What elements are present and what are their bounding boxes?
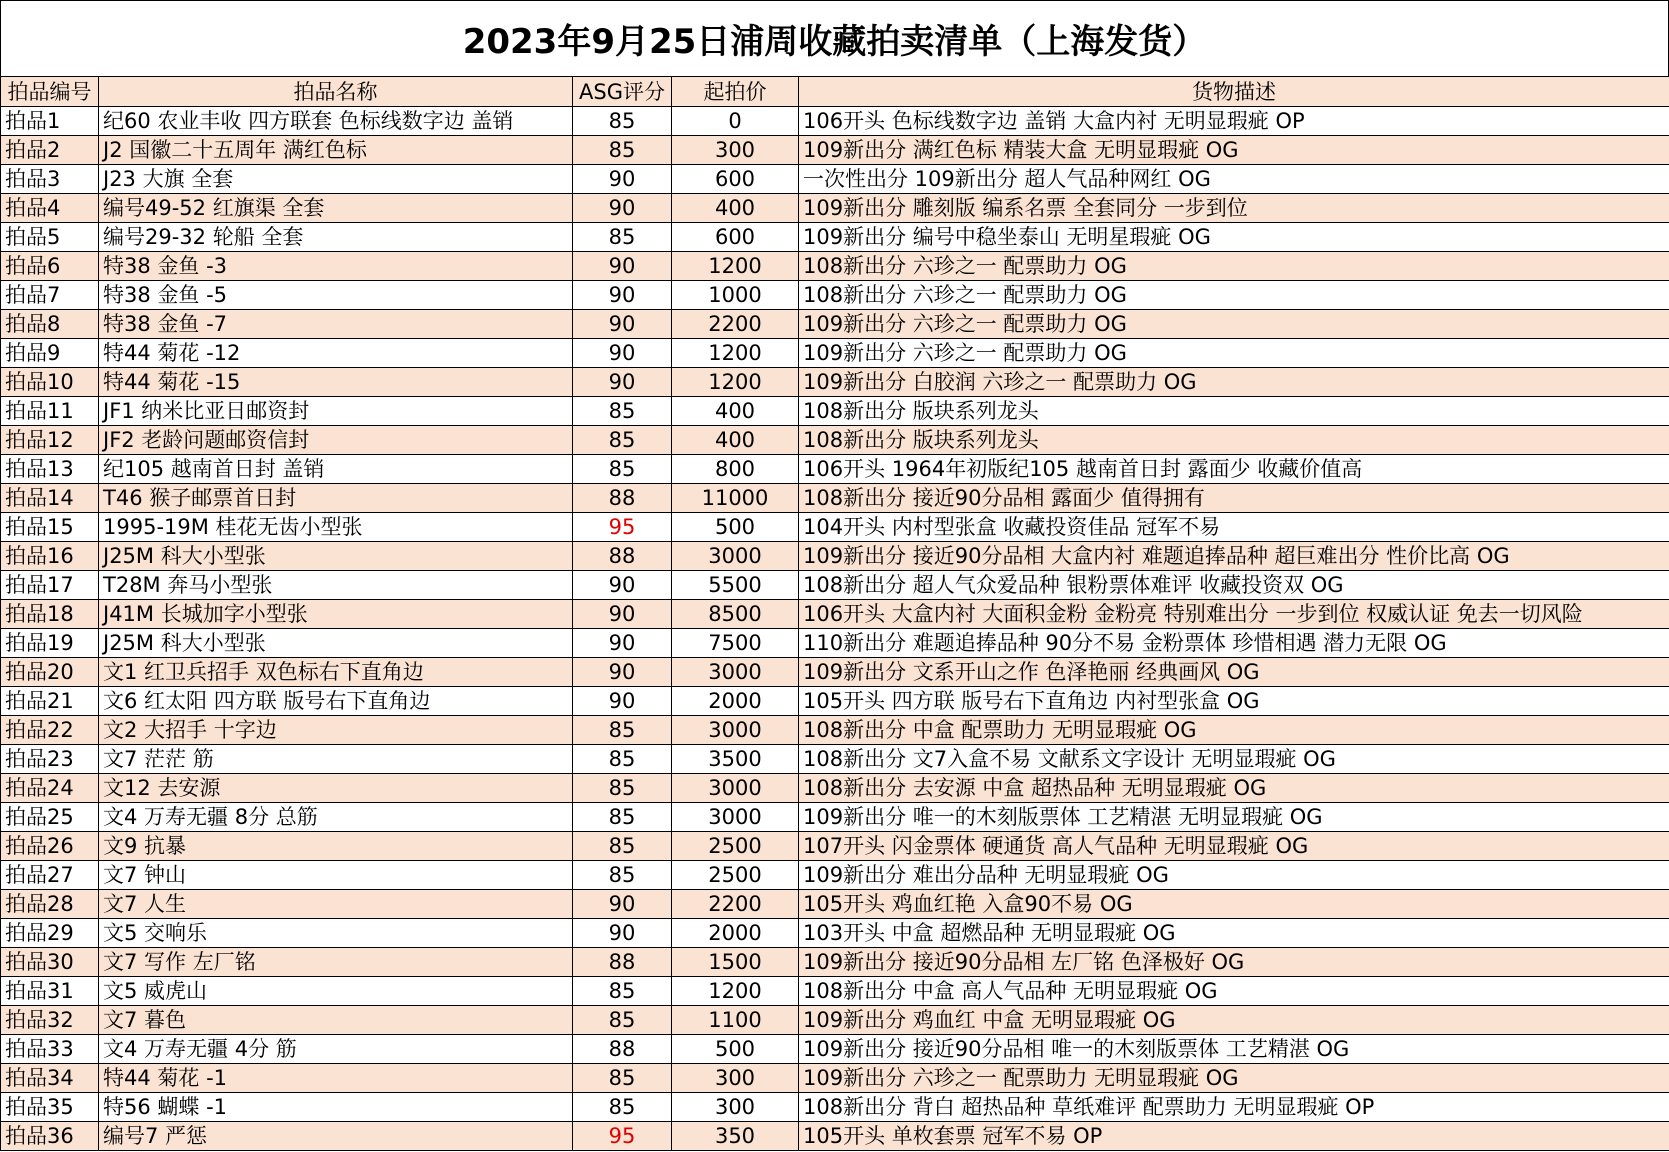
- table-row: [1, 397, 1669, 426]
- cell-asg-score[interactable]: 88: [573, 484, 672, 513]
- cell-asg-score[interactable]: 90: [573, 571, 672, 600]
- cell-lot-name[interactable]: 文9 抗暴: [99, 832, 573, 861]
- cell-lot-name[interactable]: 特38 金鱼 -5: [99, 281, 573, 310]
- cell-start-price[interactable]: 300: [672, 1093, 799, 1122]
- cell-description[interactable]: 106开头 色标线数字边 盖销 大盒内衬 无明显瑕疵 OP: [799, 107, 1669, 136]
- column-header-price[interactable]: 起拍价: [672, 77, 799, 107]
- table-row: [1, 455, 1669, 484]
- cell-start-price[interactable]: 1200: [672, 252, 799, 281]
- cell-lot-id[interactable]: 拍品13: [1, 455, 99, 484]
- cell-lot-name[interactable]: 文1 红卫兵招手 双色标右下直角边: [99, 658, 573, 687]
- cell-start-price[interactable]: 1200: [672, 977, 799, 1006]
- cell-description[interactable]: 109新出分 唯一的木刻版票体 工艺精湛 无明显瑕疵 OG: [799, 803, 1669, 832]
- cell-description[interactable]: 108新出分 六珍之一 配票助力 OG: [799, 281, 1669, 310]
- cell-lot-name[interactable]: 特56 蝴蝶 -1: [99, 1093, 573, 1122]
- cell-start-price[interactable]: 500: [672, 1035, 799, 1064]
- cell-asg-score[interactable]: 85: [573, 1064, 672, 1093]
- cell-start-price[interactable]: 5500: [672, 571, 799, 600]
- cell-lot-name[interactable]: 文7 茫茫 筋: [99, 745, 573, 774]
- cell-start-price[interactable]: 1200: [672, 339, 799, 368]
- cell-lot-id[interactable]: 拍品27: [1, 861, 99, 890]
- cell-description[interactable]: 一次性出分 109新出分 超人气品种网红 OG: [799, 165, 1669, 194]
- cell-lot-name[interactable]: JF2 老龄问题邮资信封: [99, 426, 573, 455]
- table-row: [1, 832, 1669, 861]
- cell-start-price[interactable]: 300: [672, 1064, 799, 1093]
- cell-asg-score[interactable]: 95: [573, 1122, 672, 1151]
- cell-description[interactable]: 108新出分 去安源 中盒 超热品种 无明显瑕疵 OG: [799, 774, 1669, 803]
- cell-description[interactable]: 108新出分 中盒 配票助力 无明显瑕疵 OG: [799, 716, 1669, 745]
- cell-asg-score[interactable]: 95: [573, 513, 672, 542]
- cell-lot-name[interactable]: 编号49-52 红旗渠 全套: [99, 194, 573, 223]
- sheet-title: 2023年9月25日浦周收藏拍卖清单（上海发货）: [0, 0, 1669, 76]
- table-row: [1, 339, 1669, 368]
- cell-lot-id[interactable]: 拍品31: [1, 977, 99, 1006]
- cell-start-price[interactable]: 0: [672, 107, 799, 136]
- table-row: [1, 252, 1669, 281]
- table-row: [1, 571, 1669, 600]
- cell-start-price[interactable]: 3000: [672, 716, 799, 745]
- cell-description[interactable]: 109新出分 文系开山之作 色泽艳丽 经典画风 OG: [799, 658, 1669, 687]
- cell-description[interactable]: 109新出分 难出分品种 无明显瑕疵 OG: [799, 861, 1669, 890]
- table-row: [1, 368, 1669, 397]
- cell-lot-id[interactable]: 拍品6: [1, 252, 99, 281]
- cell-lot-name[interactable]: 特44 菊花 -15: [99, 368, 573, 397]
- cell-lot-name[interactable]: 特44 菊花 -1: [99, 1064, 573, 1093]
- cell-start-price[interactable]: 2000: [672, 687, 799, 716]
- cell-lot-id[interactable]: 拍品21: [1, 687, 99, 716]
- cell-asg-score[interactable]: 85: [573, 136, 672, 165]
- cell-description[interactable]: 108新出分 版块系列龙头: [799, 397, 1669, 426]
- cell-asg-score[interactable]: 90: [573, 281, 672, 310]
- cell-lot-id[interactable]: 拍品19: [1, 629, 99, 658]
- cell-lot-id[interactable]: 拍品14: [1, 484, 99, 513]
- cell-lot-id[interactable]: 拍品22: [1, 716, 99, 745]
- cell-description[interactable]: 109新出分 白胶润 六珍之一 配票助力 OG: [799, 368, 1669, 397]
- cell-lot-id[interactable]: 拍品34: [1, 1064, 99, 1093]
- cell-description[interactable]: 105开头 四方联 版号右下直角边 内衬型张盒 OG: [799, 687, 1669, 716]
- cell-asg-score[interactable]: 90: [573, 919, 672, 948]
- cell-asg-score[interactable]: 85: [573, 426, 672, 455]
- table-row: [1, 1064, 1669, 1093]
- cell-lot-id[interactable]: 拍品29: [1, 919, 99, 948]
- cell-lot-id[interactable]: 拍品17: [1, 571, 99, 600]
- cell-lot-id[interactable]: 拍品24: [1, 774, 99, 803]
- cell-description[interactable]: 106开头 大盒内衬 大面积金粉 金粉亮 特别难出分 一步到位 权威认证 免去一切风险: [799, 600, 1669, 629]
- cell-start-price[interactable]: 2000: [672, 919, 799, 948]
- cell-lot-name[interactable]: 文4 万寿无疆 8分 总筋: [99, 803, 573, 832]
- cell-asg-score[interactable]: 90: [573, 194, 672, 223]
- cell-asg-score[interactable]: 90: [573, 658, 672, 687]
- cell-asg-score[interactable]: 85: [573, 716, 672, 745]
- column-header-desc[interactable]: 货物描述: [799, 77, 1669, 107]
- table-row: [1, 281, 1669, 310]
- cell-lot-id[interactable]: 拍品4: [1, 194, 99, 223]
- header-row: [1, 77, 1669, 107]
- cell-lot-name[interactable]: 文7 人生: [99, 890, 573, 919]
- cell-asg-score[interactable]: 90: [573, 890, 672, 919]
- cell-description[interactable]: 109新出分 六珍之一 配票助力 OG: [799, 310, 1669, 339]
- cell-asg-score[interactable]: 88: [573, 542, 672, 571]
- cell-start-price[interactable]: 800: [672, 455, 799, 484]
- table-row: [1, 1006, 1669, 1035]
- table-row: [1, 658, 1669, 687]
- cell-asg-score[interactable]: 90: [573, 600, 672, 629]
- cell-description[interactable]: 109新出分 六珍之一 配票助力 OG: [799, 339, 1669, 368]
- cell-description[interactable]: 103开头 中盒 超燃品种 无明显瑕疵 OG: [799, 919, 1669, 948]
- cell-description[interactable]: 109新出分 接近90分品相 唯一的木刻版票体 工艺精湛 OG: [799, 1035, 1669, 1064]
- cell-lot-id[interactable]: 拍品18: [1, 600, 99, 629]
- cell-lot-id[interactable]: 拍品3: [1, 165, 99, 194]
- column-header-id[interactable]: 拍品编号: [1, 77, 99, 107]
- cell-lot-name[interactable]: T46 猴子邮票首日封: [99, 484, 573, 513]
- cell-lot-name[interactable]: J25M 科大小型张: [99, 542, 573, 571]
- table-row: [1, 716, 1669, 745]
- cell-start-price[interactable]: 400: [672, 194, 799, 223]
- table-row: [1, 890, 1669, 919]
- cell-lot-name[interactable]: 特38 金鱼 -7: [99, 310, 573, 339]
- cell-lot-name[interactable]: T28M 奔马小型张: [99, 571, 573, 600]
- table-row: [1, 1122, 1669, 1151]
- cell-asg-score[interactable]: 85: [573, 397, 672, 426]
- column-header-name[interactable]: 拍品名称: [99, 77, 573, 107]
- cell-asg-score[interactable]: 90: [573, 687, 672, 716]
- cell-lot-id[interactable]: 拍品15: [1, 513, 99, 542]
- cell-lot-id[interactable]: 拍品32: [1, 1006, 99, 1035]
- cell-description[interactable]: 106开头 1964年初版纪105 越南首日封 露面少 收藏价值高: [799, 455, 1669, 484]
- cell-start-price[interactable]: 2200: [672, 310, 799, 339]
- auction-table: [0, 76, 1669, 1151]
- table-row: [1, 223, 1669, 252]
- cell-asg-score[interactable]: 90: [573, 629, 672, 658]
- cell-start-price[interactable]: 8500: [672, 600, 799, 629]
- column-header-score[interactable]: ASG评分: [573, 77, 672, 107]
- cell-lot-id[interactable]: 拍品10: [1, 368, 99, 397]
- cell-start-price[interactable]: 2500: [672, 832, 799, 861]
- cell-asg-score[interactable]: 90: [573, 310, 672, 339]
- cell-description[interactable]: 105开头 单枚套票 冠军不易 OP: [799, 1122, 1669, 1151]
- cell-asg-score[interactable]: 85: [573, 832, 672, 861]
- cell-description[interactable]: 109新出分 六珍之一 配票助力 无明显瑕疵 OG: [799, 1064, 1669, 1093]
- cell-lot-id[interactable]: 拍品35: [1, 1093, 99, 1122]
- cell-lot-name[interactable]: 文7 写作 左厂铭: [99, 948, 573, 977]
- table-row: [1, 194, 1669, 223]
- cell-asg-score[interactable]: 90: [573, 165, 672, 194]
- table-row: [1, 165, 1669, 194]
- cell-start-price[interactable]: 400: [672, 397, 799, 426]
- table-row: [1, 484, 1669, 513]
- table-row: [1, 136, 1669, 165]
- cell-lot-name[interactable]: J23 大旗 全套: [99, 165, 573, 194]
- cell-start-price[interactable]: 11000: [672, 484, 799, 513]
- cell-lot-id[interactable]: 拍品33: [1, 1035, 99, 1064]
- cell-lot-id[interactable]: 拍品20: [1, 658, 99, 687]
- table-row: [1, 1035, 1669, 1064]
- cell-description[interactable]: 109新出分 接近90分品相 左厂铭 色泽极好 OG: [799, 948, 1669, 977]
- cell-asg-score[interactable]: 90: [573, 339, 672, 368]
- cell-lot-name[interactable]: 编号7 严惩: [99, 1122, 573, 1151]
- cell-description[interactable]: 109新出分 鸡血红 中盒 无明显瑕疵 OG: [799, 1006, 1669, 1035]
- cell-lot-name[interactable]: 文7 暮色: [99, 1006, 573, 1035]
- cell-asg-score[interactable]: 85: [573, 803, 672, 832]
- cell-lot-id[interactable]: 拍品9: [1, 339, 99, 368]
- cell-description[interactable]: 110新出分 难题追捧品种 90分不易 金粉票体 珍惜相遇 潜力无限 OG: [799, 629, 1669, 658]
- cell-lot-name[interactable]: 文5 交响乐: [99, 919, 573, 948]
- cell-lot-id[interactable]: 拍品11: [1, 397, 99, 426]
- cell-lot-name[interactable]: J41M 长城加字小型张: [99, 600, 573, 629]
- cell-start-price[interactable]: 500: [672, 513, 799, 542]
- cell-asg-score[interactable]: 88: [573, 1035, 672, 1064]
- cell-start-price[interactable]: 3500: [672, 745, 799, 774]
- table-row: [1, 1093, 1669, 1122]
- table-row: [1, 745, 1669, 774]
- cell-lot-name[interactable]: 纪60 农业丰收 四方联套 色标线数字边 盖销: [99, 107, 573, 136]
- cell-description[interactable]: 108新出分 中盒 高人气品种 无明显瑕疵 OG: [799, 977, 1669, 1006]
- cell-lot-name[interactable]: 特38 金鱼 -3: [99, 252, 573, 281]
- cell-asg-score[interactable]: 85: [573, 774, 672, 803]
- cell-lot-id[interactable]: 拍品2: [1, 136, 99, 165]
- table-row: [1, 107, 1669, 136]
- cell-asg-score[interactable]: 85: [573, 1006, 672, 1035]
- cell-asg-score[interactable]: 88: [573, 948, 672, 977]
- cell-lot-id[interactable]: 拍品1: [1, 107, 99, 136]
- table-row: [1, 919, 1669, 948]
- cell-lot-name[interactable]: 文5 威虎山: [99, 977, 573, 1006]
- cell-asg-score[interactable]: 85: [573, 861, 672, 890]
- cell-start-price[interactable]: 1200: [672, 368, 799, 397]
- table-body: [1, 107, 1669, 1151]
- cell-lot-id[interactable]: 拍品28: [1, 890, 99, 919]
- cell-lot-name[interactable]: J25M 科大小型张: [99, 629, 573, 658]
- table-row: [1, 687, 1669, 716]
- table-row: [1, 600, 1669, 629]
- cell-lot-name[interactable]: 文4 万寿无疆 4分 筋: [99, 1035, 573, 1064]
- cell-description[interactable]: 108新出分 接近90分品相 露面少 值得拥有: [799, 484, 1669, 513]
- table-row: [1, 803, 1669, 832]
- cell-lot-name[interactable]: 文2 大招手 十字边: [99, 716, 573, 745]
- cell-description[interactable]: 109新出分 编号中稳坐泰山 无明星瑕疵 OG: [799, 223, 1669, 252]
- cell-start-price[interactable]: 300: [672, 136, 799, 165]
- cell-description[interactable]: 104开头 内村型张盒 收藏投资佳品 冠军不易: [799, 513, 1669, 542]
- table-row: [1, 629, 1669, 658]
- cell-lot-id[interactable]: 拍品5: [1, 223, 99, 252]
- cell-lot-name[interactable]: 纪105 越南首日封 盖销: [99, 455, 573, 484]
- cell-description[interactable]: 108新出分 超人气众爱品种 银粉票体难评 收藏投资双 OG: [799, 571, 1669, 600]
- cell-lot-name[interactable]: 文6 红太阳 四方联 版号右下直角边: [99, 687, 573, 716]
- table-row: [1, 774, 1669, 803]
- cell-description[interactable]: 108新出分 文7入盒不易 文献系文字设计 无明显瑕疵 OG: [799, 745, 1669, 774]
- cell-description[interactable]: 109新出分 满红色标 精装大盒 无明显瑕疵 OG: [799, 136, 1669, 165]
- cell-start-price[interactable]: 1000: [672, 281, 799, 310]
- table-row: [1, 948, 1669, 977]
- cell-description[interactable]: 108新出分 背白 超热品种 草纸难评 配票助力 无明显瑕疵 OP: [799, 1093, 1669, 1122]
- cell-lot-name[interactable]: 编号29-32 轮船 全套: [99, 223, 573, 252]
- cell-asg-score[interactable]: 90: [573, 368, 672, 397]
- cell-asg-score[interactable]: 90: [573, 252, 672, 281]
- table-row: [1, 513, 1669, 542]
- cell-start-price[interactable]: 3000: [672, 803, 799, 832]
- cell-lot-id[interactable]: 拍品7: [1, 281, 99, 310]
- cell-asg-score[interactable]: 85: [573, 977, 672, 1006]
- table-row: [1, 861, 1669, 890]
- cell-description[interactable]: 107开头 闪金票体 硬通货 高人气品种 无明显瑕疵 OG: [799, 832, 1669, 861]
- cell-lot-id[interactable]: 拍品12: [1, 426, 99, 455]
- cell-start-price[interactable]: 3000: [672, 658, 799, 687]
- cell-lot-name[interactable]: JF1 纳米比亚日邮资封: [99, 397, 573, 426]
- cell-description[interactable]: 109新出分 接近90分品相 大盒内衬 难题追捧品种 超巨难出分 性价比高 OG: [799, 542, 1669, 571]
- cell-lot-id[interactable]: 拍品36: [1, 1122, 99, 1151]
- cell-lot-name[interactable]: 1995-19M 桂花无齿小型张: [99, 513, 573, 542]
- cell-lot-name[interactable]: 文7 钟山: [99, 861, 573, 890]
- table-row: [1, 542, 1669, 571]
- cell-start-price[interactable]: 3000: [672, 774, 799, 803]
- cell-asg-score[interactable]: 85: [573, 107, 672, 136]
- cell-lot-id[interactable]: 拍品16: [1, 542, 99, 571]
- table-row: [1, 426, 1669, 455]
- cell-start-price[interactable]: 600: [672, 165, 799, 194]
- cell-lot-id[interactable]: 拍品25: [1, 803, 99, 832]
- cell-description[interactable]: 109新出分 雕刻版 编系名票 全套同分 一步到位: [799, 194, 1669, 223]
- cell-start-price[interactable]: 7500: [672, 629, 799, 658]
- cell-start-price[interactable]: 2500: [672, 861, 799, 890]
- table-row: [1, 310, 1669, 339]
- cell-lot-id[interactable]: 拍品8: [1, 310, 99, 339]
- cell-start-price[interactable]: 400: [672, 426, 799, 455]
- table-row: [1, 977, 1669, 1006]
- cell-start-price[interactable]: 2200: [672, 890, 799, 919]
- cell-start-price[interactable]: 1500: [672, 948, 799, 977]
- cell-lot-name[interactable]: 文12 去安源: [99, 774, 573, 803]
- cell-start-price[interactable]: 600: [672, 223, 799, 252]
- cell-asg-score[interactable]: 85: [573, 745, 672, 774]
- cell-start-price[interactable]: 350: [672, 1122, 799, 1151]
- cell-lot-name[interactable]: 特44 菊花 -12: [99, 339, 573, 368]
- cell-description[interactable]: 108新出分 六珍之一 配票助力 OG: [799, 252, 1669, 281]
- cell-description[interactable]: 105开头 鸡血红艳 入盒90不易 OG: [799, 890, 1669, 919]
- cell-asg-score[interactable]: 85: [573, 455, 672, 484]
- cell-lot-name[interactable]: J2 国徽二十五周年 满红色标: [99, 136, 573, 165]
- cell-lot-id[interactable]: 拍品23: [1, 745, 99, 774]
- cell-asg-score[interactable]: 85: [573, 1093, 672, 1122]
- cell-start-price[interactable]: 3000: [672, 542, 799, 571]
- cell-lot-id[interactable]: 拍品30: [1, 948, 99, 977]
- cell-start-price[interactable]: 1100: [672, 1006, 799, 1035]
- cell-asg-score[interactable]: 85: [573, 223, 672, 252]
- cell-lot-id[interactable]: 拍品26: [1, 832, 99, 861]
- cell-description[interactable]: 108新出分 版块系列龙头: [799, 426, 1669, 455]
